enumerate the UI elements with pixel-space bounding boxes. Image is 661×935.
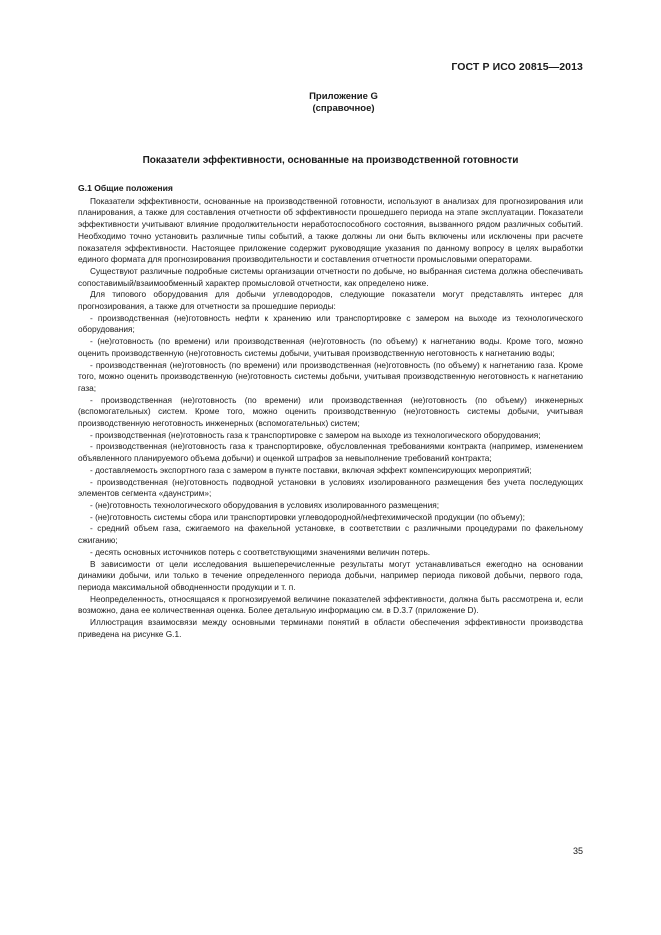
annex-title: Приложение G [309, 91, 378, 102]
list-item: - производственная (не)готовность газа к транспортировке с замером на выходе из технологического оборудования; [90, 429, 541, 440]
list-item: - (не)готовность системы сбора или транспортировки углеводородной/нефтехимической продукции (по объему); [90, 511, 525, 522]
list-item: - производственная (не)готовность (по времени) или производственная (не)готовность (по объему) к нагнетанию газа. Кроме того, можно оценить производственную (не)готовность системы добычи, учитывая производственную неготовность к нагнетанию газа; [78, 359, 583, 393]
list-item: - производственная (не)готовность нефти к хранению или транспортировке с замером на выходе из технологического оборудования; [78, 312, 583, 335]
list-item: - производственная (не)готовность (по времени) или производственная (не)готовность (по объему) инженерных (вспомогательных) систем. Кроме того, можно оценить производственную (не)готовность системы добычи, учитывая производственную неготовность инженерных (вспомогательных) систем; [78, 394, 583, 429]
paragraph: Показатели эффективности, основанные на производственной готовности, используют в анализах для прогнозирования или планирования, а также для составления отчетности об эффективности прошедшего периода на этапе эксплуатации. Показатели эффективности учитывают влияние продолжительности неработоспособного состояния, вызванного рядом различных событий. Необходимо точно установить различные типы событий, а также должны ли они быть включены или исключены при расчете показателя эффективности. Настоящее приложение содержит руководящие указания по данному вопросу в целях выработки единого формата для прогнозирования производительности и составления отчетности промысловыми операторами. [78, 195, 583, 265]
list-item: - десять основных источников потерь с соответствующими значениями величин потерь. [90, 546, 431, 557]
paragraph: Иллюстрация взаимосвязи между основными терминами понятий в области обеспечения эффективности производства приведена на рисунке G.1. [78, 617, 583, 639]
paragraph: Существуют различные подробные системы организации отчетности по добыче, но выбранная система должна обеспечивать сопоставимый/взаимообменный характер промысловой отчетности, как определено ниже. [78, 265, 583, 288]
paragraph: Неопределенность, относящаяся к прогнозируемой величине показателей эффективности, должна быть рассмотрена и, если возможно, дана ее количественная оценка. Более детальную информацию см. в D.3.7 (приложение D). [78, 593, 583, 616]
standard-header: ГОСТ Р ИСО 20815—2013 [451, 61, 583, 73]
paragraph: В зависимости от цели исследования вышеперечисленные результаты могут устанавливаться ежегодно на основании динамики добычи, или только в течение определенного периода добычи, например периода пиковой добычи, первого года, периода максимальной обводненности продукции и т. п. [78, 558, 583, 592]
annex-subtitle: (справочное) [312, 103, 375, 114]
list-item: - средний объем газа, сжигаемого на факельной установке, в соответствии с различными процедурами по факельному сжиганию; [78, 523, 583, 546]
section-content [78, 183, 583, 640]
list-item: - (не)готовность технологического оборудования в условиях изолированного размещения; [90, 499, 440, 510]
document-title: Показатели эффективности, основанные на производственной готовности [142, 155, 519, 166]
paragraph: Для типового оборудования для добычи углеводородов, следующие показатели могут представлять интерес для прогнозирования, а также для отчетности за прошедшие периоды: [78, 289, 583, 312]
annex-heading [0, 91, 661, 115]
list-item: - доставляемость экспортного газа с замером в пункте поставки, включая эффект компенсирующих мероприятий; [90, 464, 532, 475]
list-item: - производственная (не)готовность газа к транспортировке, обусловленная требованиями контракта (например, изменением объявленного планируемого объема добычи) и оценкой штрафов за невыполнение требований контракта; [78, 441, 583, 464]
list-item: - производственная (не)готовность подводной установки в условиях изолированного размещения без учета последующих элементов сегмента «даунстрим»; [78, 476, 583, 499]
section-heading: G.1 Общие положения [78, 183, 173, 193]
page-number: 35 [572, 846, 583, 856]
list-item: - (не)готовность (по времени) или производственная (не)готовность (по объему) к нагнетанию воды. Кроме того, можно оценить производственную (не)готовность системы добычи, учитывая производственную неготовность к нагнетанию воды; [78, 336, 583, 358]
